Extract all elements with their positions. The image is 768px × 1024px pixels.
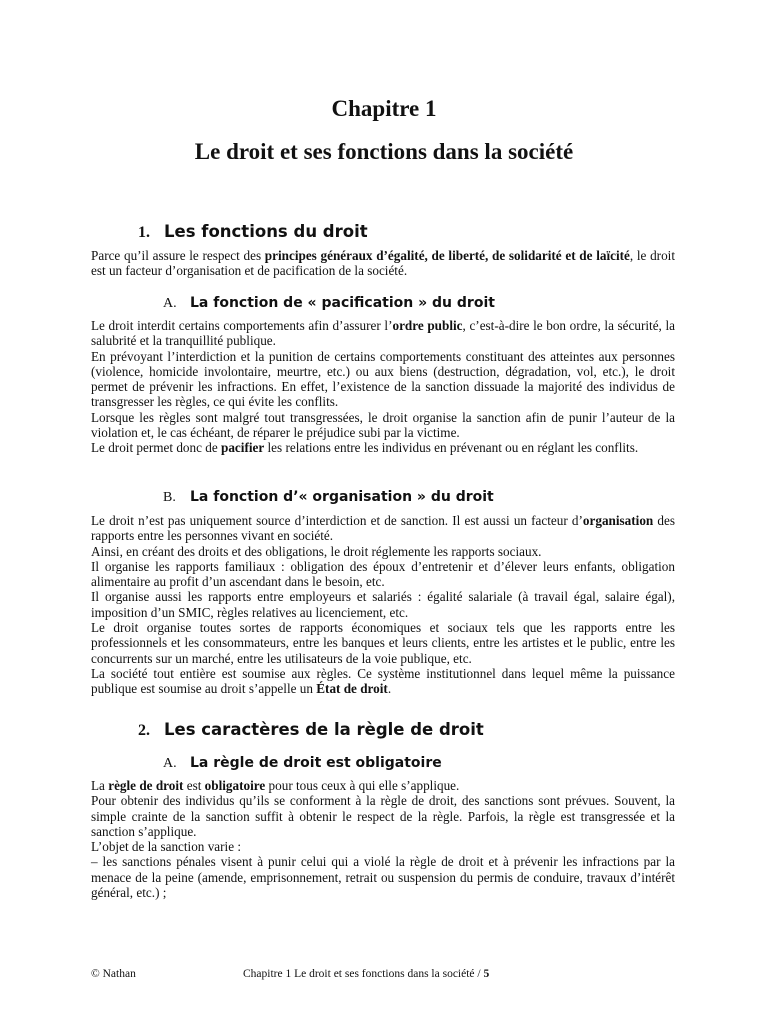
subsection-1b-heading	[163, 487, 494, 508]
paragraph: La société tout entière est soumise aux règles. Ce système institutionnel dans lequel même la puissance publique est soumise au droit s’appelle un État de droit.	[91, 665, 675, 697]
section-number: 2.	[138, 722, 150, 739]
section-number: 1.	[138, 224, 150, 241]
section-1-heading	[138, 221, 368, 244]
paragraph: – les sanctions pénales visent à punir celui qui a violé la règle de droit et à prévenir les infractions par la menace de la peine (amende, emprisonnement, retrait ou suspension du permis de conduire, travaux d’intérêt général, etc.) ;	[91, 854, 675, 901]
section-title: Les caractères de la règle de droit	[164, 720, 484, 739]
paragraph: La règle de droit est obligatoire pour tous ceux à qui elle s’applique.	[91, 778, 460, 793]
subsection-1b-body	[91, 513, 675, 697]
paragraph: Il organise les rapports familiaux : obligation des époux d’entretenir et d’élever leurs enfants, obligation alimentaire au profit d’un ascendant dans le besoin, etc.	[91, 558, 675, 590]
footer-running-title: Chapitre 1 Le droit et ses fonctions dans la société / 5	[243, 968, 490, 980]
paragraph: En prévoyant l’interdiction et la punition de certains comportements constituant des atteintes aux personnes (violence, homicide involontaire, meurtre, etc.) ou aux biens (destruction, dégradation, vol, etc.), le droit permet de prévenir les infractions. En effet, l’existence de la sanction dissuade la majorité des individus de transgresser les règles, ce qui évite les conflits.	[91, 348, 675, 410]
paragraph: Parce qu’il assure le respect des principes généraux d’égalité, de liberté, de solidarité et de laïcité, le droit est un facteur d’organisation et de pacification de la société.	[91, 248, 675, 279]
paragraph: Ainsi, en créant des droits et des obligations, le droit réglemente les rapports sociaux.	[91, 543, 542, 559]
subsection-1a-body	[91, 318, 675, 456]
subsection-title: La règle de droit est obligatoire	[190, 755, 442, 771]
section-1-intro	[91, 248, 675, 279]
section-2-heading	[138, 719, 484, 742]
chapter-title: Le droit et ses fonctions dans la société	[194, 139, 574, 164]
section-title: Les fonctions du droit	[164, 222, 368, 241]
subsection-letter: A.	[163, 296, 177, 311]
paragraph: Pour obtenir des individus qu’ils se conforment à la règle de droit, des sanctions sont prévues. Souvent, la simple crainte de la sanction suffit à obtenir le respect de la règle. Parfois, la règle est transgressée et la sanction s’applique.	[91, 793, 675, 839]
paragraph: Il organise aussi les rapports entre employeurs et salariés : égalité salariale (à travail égal, salaire égal), imposition d’un SMIC, règles relatives au licenciement, etc.	[91, 589, 675, 620]
paragraph: Lorsque les règles sont malgré tout transgressées, le droit organise la sanction afin de punir l’auteur de la violation et, le cas échéant, de réparer le préjudice subi par la victime.	[91, 409, 675, 441]
paragraph: Le droit interdit certains comportements afin d’assurer l’ordre public, c’est-à-dire le bon ordre, la sécurité, la salubrité et la tranquillité publique.	[91, 318, 675, 349]
subsection-2a-body	[91, 778, 675, 900]
subsection-letter: A.	[163, 756, 177, 771]
subsection-2a-heading	[163, 753, 442, 774]
paragraph: Le droit organise toutes sortes de rapports économiques et sociaux tels que les rapports entre les professionnels et les consommateurs, entre les banques et leurs clients, entre les artistes et le public, entre les concurrents sur un marché, entre les utilisateurs de la voie publique, etc.	[91, 620, 675, 666]
subsection-letter: B.	[163, 490, 176, 505]
subsection-title: La fonction d’« organisation » du droit	[190, 489, 494, 505]
paragraph: Le droit permet donc de pacifier les relations entre les individus en prévenant ou en réglant les conflits.	[91, 440, 639, 456]
subsection-1a-heading	[163, 293, 495, 314]
chapter-label: Chapitre 1	[331, 96, 437, 121]
paragraph: L’objet de la sanction varie :	[91, 839, 242, 855]
paragraph: Le droit n’est pas uniquement source d’interdiction et de sanction. Il est aussi un facteur d’organisation des rapports entre les personnes vivant en société.	[91, 513, 675, 544]
footer-publisher: © Nathan	[91, 968, 136, 980]
subsection-title: La fonction de « pacification » du droit	[190, 295, 495, 311]
page-number: 5	[483, 968, 490, 980]
